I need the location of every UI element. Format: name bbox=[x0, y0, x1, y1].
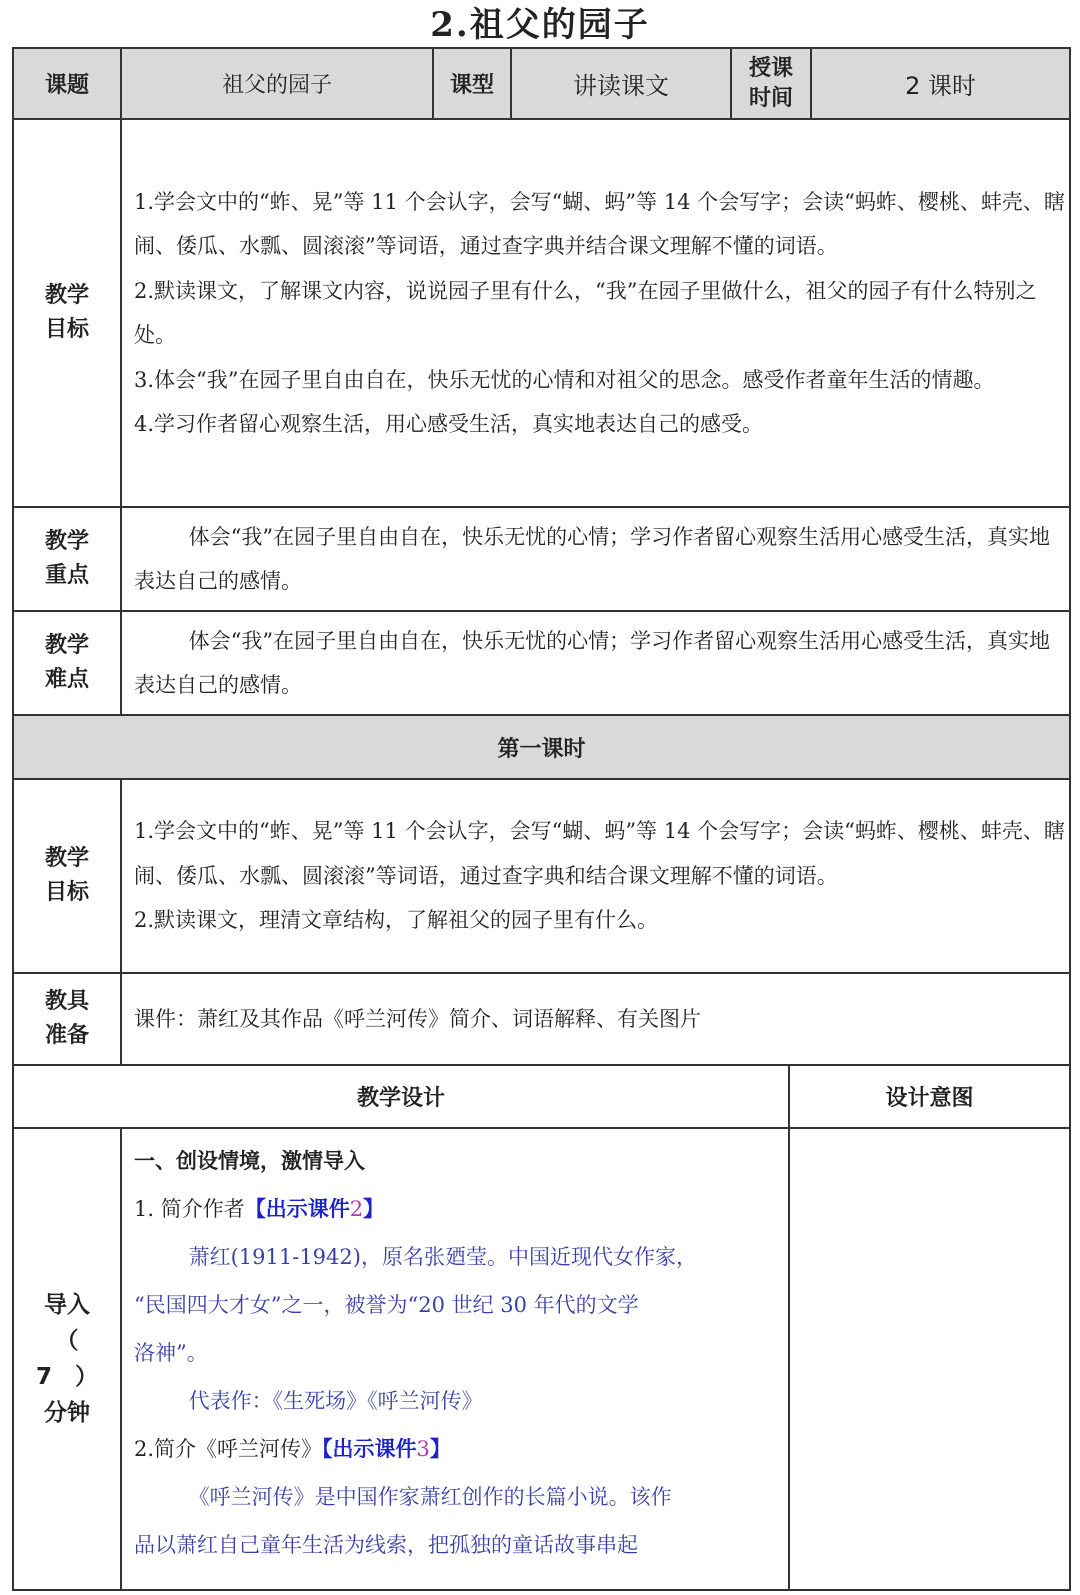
goals-label-line2: 目标 bbox=[44, 317, 89, 342]
lesson-plan-table bbox=[12, 47, 1071, 1591]
tools-row bbox=[13, 973, 1070, 1065]
topic-value: 祖父的园子 bbox=[121, 48, 433, 119]
goal-item: 4.学习作者留心观察生活，用心感受生活，真实地表达自己的感受。 bbox=[134, 412, 764, 436]
stage-label bbox=[13, 1128, 121, 1590]
goal-item: 2.默读课文，了解课文内容，说说园子里有什么，“我”在园子里做什么，祖父的园子有什么特别之处。 bbox=[134, 278, 1037, 347]
difficulties-label-line1: 教学 bbox=[44, 633, 89, 658]
key-points-label bbox=[13, 507, 121, 611]
tools-content bbox=[121, 973, 1070, 1065]
goals-content bbox=[121, 119, 1070, 507]
tools-label-line2: 准备 bbox=[44, 1023, 89, 1048]
stage-label-line3: 分钟 bbox=[44, 1400, 90, 1426]
goal-item: 3.体会“我”在园子里自由自在，快乐无忧的心情和对祖父的思念。感受作者童年生活的情趣。 bbox=[134, 367, 995, 392]
difficulties-label-line2: 难点 bbox=[44, 667, 89, 692]
intent-column-header: 设计意图 bbox=[789, 1065, 1070, 1128]
tools-label bbox=[13, 973, 121, 1065]
key-points-content bbox=[121, 507, 1070, 611]
lesson1-goals-row bbox=[13, 779, 1070, 973]
courseware-number: 2 bbox=[349, 1197, 364, 1221]
courseware-tag-close: 】 bbox=[363, 1196, 385, 1221]
time-value: 2 课时 bbox=[811, 48, 1070, 119]
novel-intro-line: 《呼兰河传》是中国作家萧红创作的长篇小说。该作 bbox=[188, 1485, 672, 1509]
difficulties-label bbox=[13, 611, 121, 715]
time-label-line2: 时间 bbox=[749, 85, 794, 111]
step1-text: 1. 简介作者 bbox=[134, 1197, 245, 1221]
key-points-text: 体会“我”在园子里自由自在，快乐无忧的心情；学习作者留心观察生活用心感受生活，真实地表达自己的感情。 bbox=[134, 524, 1051, 593]
lesson1-goals-content bbox=[121, 779, 1070, 973]
goals-label-line1: 教学 bbox=[44, 283, 89, 308]
lesson1-heading-row bbox=[13, 715, 1070, 779]
time-label bbox=[731, 48, 811, 119]
design-column-header: 教学设计 bbox=[13, 1065, 789, 1128]
header-row bbox=[13, 48, 1070, 119]
topic-label: 课题 bbox=[13, 48, 121, 119]
stage-label-line2: （ 7 ） bbox=[35, 1328, 102, 1390]
tools-text: 课件：萧红及其作品《呼兰河传》简介、词语解释、有关图片 bbox=[134, 1006, 701, 1031]
lesson1-goals-label bbox=[13, 779, 121, 973]
design-content bbox=[121, 1128, 789, 1590]
intent-content bbox=[789, 1128, 1070, 1590]
author-intro-line: “民国四大才女”之一，被誉为“20 世纪 30 年代的文学 bbox=[134, 1293, 639, 1317]
lesson1-goal-item: 1.学会文中的“蚱、晃”等 11 个会认字，会写“蝴、蚂”等 14 个会写字；会读“蚂蚱、樱桃、蚌壳、瞎闹、倭瓜、水瓢、圆滚滚”等词语，通过查字典和结合课文理解不懂的词语。 bbox=[134, 819, 1065, 888]
lesson1-heading: 第一课时 bbox=[13, 715, 1070, 779]
author-intro-line: 萧红(1911-1942)，原名张廼莹。中国近现代女作家， bbox=[188, 1245, 697, 1269]
novel-intro-line: 品以萧红自己童年生活为线索，把孤独的童话故事串起 bbox=[134, 1533, 638, 1557]
difficulties-text: 体会“我”在园子里自由自在，快乐无忧的心情；学习作者留心观察生活用心感受生活，真实地表达自己的感情。 bbox=[134, 628, 1051, 697]
step2-line bbox=[134, 1425, 784, 1473]
courseware-tag bbox=[245, 1196, 384, 1221]
step2-text: 2.简介《呼兰河传》 bbox=[134, 1437, 323, 1461]
courseware-tag-text: 【出示课件 bbox=[244, 1196, 350, 1221]
courseware-tag bbox=[322, 1436, 451, 1461]
goal-item: 1.学会文中的“蚱、晃”等 11 个会认字，会写“蝴、蚂”等 14 个会写字；会读“蚂蚱、樱桃、蚌壳、瞎闹、倭瓜、水瓢、圆滚滚”等词语，通过查字典并结合课文理解不懂的词语。 bbox=[134, 189, 1065, 258]
lesson1-goals-label-line1: 教学 bbox=[44, 846, 89, 871]
design-body-row bbox=[13, 1128, 1070, 1590]
step1-line bbox=[134, 1185, 784, 1233]
design-header-row bbox=[13, 1065, 1070, 1128]
difficulties-content bbox=[121, 611, 1070, 715]
courseware-tag-text: 【出示课件 bbox=[322, 1436, 417, 1461]
goals-label bbox=[13, 119, 121, 507]
works-line: 代表作：《生死场》《呼兰河传》 bbox=[188, 1389, 483, 1413]
section-title: 一、创设情境，激情导入 bbox=[134, 1149, 365, 1173]
author-intro-line: 洛神”。 bbox=[134, 1341, 208, 1365]
lesson1-goals-label-line2: 目标 bbox=[44, 880, 89, 905]
type-value: 讲读课文 bbox=[511, 48, 731, 119]
tools-label-line1: 教具 bbox=[44, 989, 89, 1014]
difficulties-row bbox=[13, 611, 1070, 715]
courseware-tag-close: 】 bbox=[429, 1436, 451, 1461]
key-points-label-line2: 重点 bbox=[44, 563, 89, 588]
page-title: 2.祖父的园子 bbox=[430, 5, 650, 45]
key-points-row bbox=[13, 507, 1070, 611]
stage-label-line1: 导入 bbox=[44, 1292, 90, 1318]
key-points-label-line1: 教学 bbox=[44, 529, 89, 554]
lesson1-goal-item: 2.默读课文，理清文章结构，了解祖父的园子里有什么。 bbox=[134, 908, 659, 933]
type-label: 课型 bbox=[433, 48, 511, 119]
courseware-number: 3 bbox=[416, 1437, 430, 1461]
goals-row bbox=[13, 119, 1070, 507]
time-label-line1: 授课 bbox=[749, 55, 794, 81]
